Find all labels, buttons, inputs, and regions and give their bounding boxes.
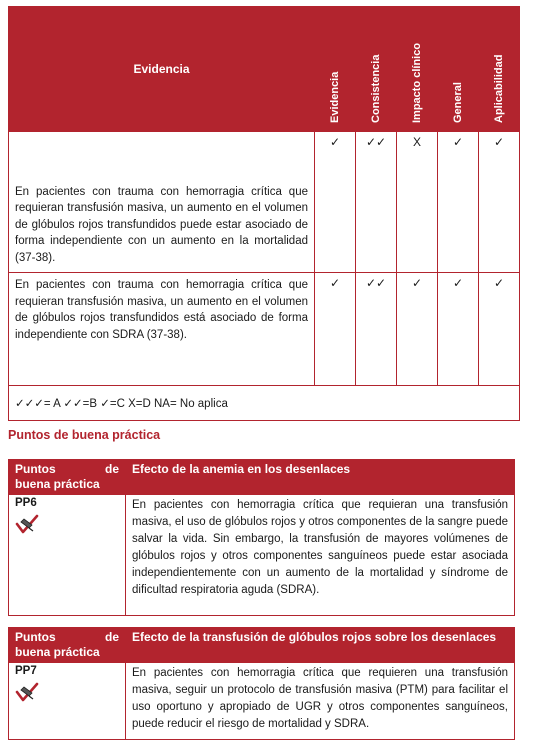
evidence-header-row [9, 7, 520, 132]
evidence-statement: En pacientes con trauma con hemorragia crítica que requieran transfusión masiva, un aumento en el volumen de glóbulos rojos transfundidos puede estar asociado de forma independiente con un aumento en la mortalidad (37-38). [9, 132, 315, 273]
pp-header-label: Puntos de buena práctica [9, 460, 126, 495]
criteria-header-aplicabilidad: Aplicabilidad [479, 7, 520, 132]
good-practice-table-pp7 [8, 627, 515, 740]
pp-text: En pacientes con hemorragia crítica que requieren una transfusión masiva, seguir un protocolo de transfusión masiva (PTM) para facilitar el uso oportuno y apropiado de UGR y otros componentes sanguíneos, puede reducir el riesgo de mortalidad y SDRA. [126, 663, 515, 740]
pp-header-row [9, 460, 515, 495]
mark-cell: ✓ [397, 273, 438, 386]
mark-cell: ✓ [479, 273, 520, 386]
mark-cell: ✓✓ [356, 132, 397, 273]
pp-code-cell [9, 495, 126, 616]
mark-cell: ✓✓ [356, 273, 397, 386]
evidence-statement: En pacientes con trauma con hemorragia crítica que requieran transfusión masiva, un aumento en el volumen de glóbulos rojos transfundidos está asociado de forma independiente con SDRA (37-38). [9, 273, 315, 386]
evidence-column-header: Evidencia [9, 7, 315, 132]
criteria-header-consistencia: Consistencia [356, 7, 397, 132]
pp-header-title: Efecto de la transfusión de glóbulos rojos sobre los desenlaces [126, 628, 515, 663]
pp-code: PP7 [15, 665, 37, 677]
grading-legend: ✓✓✓= A ✓✓=B ✓=C X=D NA= No aplica [9, 386, 520, 421]
criteria-header-general: General [438, 7, 479, 132]
pp-text: En pacientes con hemorragia crítica que requieran una transfusión masiva, el uso de glóbulos rojos y otros componentes de la sangre puede salvar la vida. Sin embargo, la transfusión de mayores volúmenes de glóbulos rojos y otros componentes sanguíneos puede estar asociada independientemente con un aumento de la mortalidad y síndrome de dificultad respiratoria aguda (SDRA). [126, 495, 515, 616]
mark-cell: ✓ [438, 273, 479, 386]
pp-code: PP6 [15, 497, 37, 509]
pp-body-row [9, 495, 515, 616]
evidence-row [9, 132, 520, 273]
criteria-header-impacto: Impacto clínico [397, 7, 438, 132]
legend-row [9, 386, 520, 421]
pp-header-title: Efecto de la anemia en los desenlaces [126, 460, 515, 495]
section-title: Puntos de buena práctica [8, 428, 161, 442]
checkmark-pen-icon [15, 513, 39, 535]
criteria-header-evidencia: Evidencia [315, 7, 356, 132]
mark-cell: ✓ [479, 132, 520, 273]
mark-cell: X [397, 132, 438, 273]
evidence-row [9, 273, 520, 386]
pp-body-row [9, 663, 515, 740]
checkmark-pen-icon [15, 681, 39, 703]
pp-code-cell [9, 663, 126, 740]
pp-header-label: Puntos de buena práctica [9, 628, 126, 663]
pp-header-row [9, 628, 515, 663]
mark-cell: ✓ [438, 132, 479, 273]
good-practice-table-pp6 [8, 459, 515, 616]
evidence-table [8, 6, 520, 421]
mark-cell: ✓ [315, 132, 356, 273]
mark-cell: ✓ [315, 273, 356, 386]
